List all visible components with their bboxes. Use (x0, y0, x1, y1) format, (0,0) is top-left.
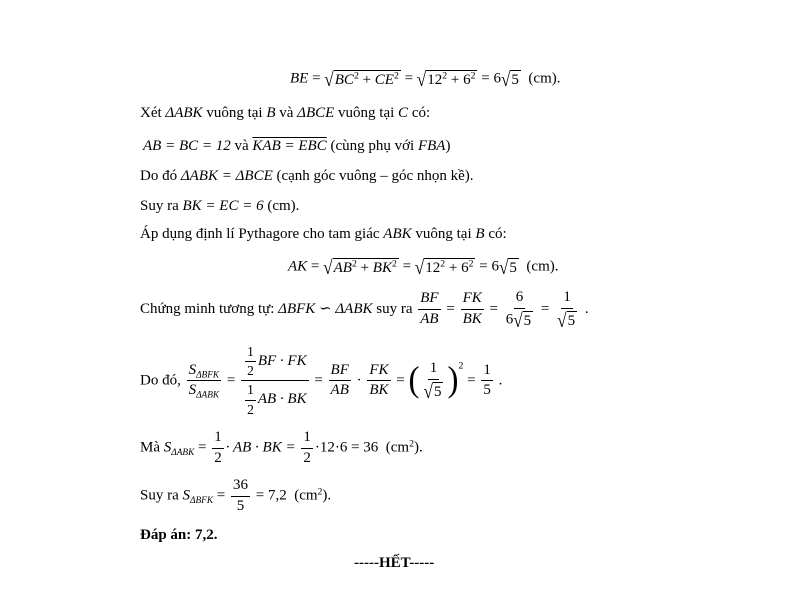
unit: (cm (385, 439, 410, 456)
math: ABK (383, 226, 412, 242)
text: có: (484, 226, 507, 242)
fraction (481, 363, 493, 400)
sqrt-expression: √ 5 (513, 309, 532, 332)
fraction (555, 289, 579, 332)
fraction (187, 363, 222, 400)
fraction (241, 345, 309, 417)
text: Áp dụng định lí Pythagore cho tam giác (140, 226, 384, 242)
fraction (418, 291, 440, 328)
text: vuông tại (334, 105, 399, 121)
eq-term: 12 (425, 260, 441, 276)
sqrt-expression: √ $12^2 + 6^2$ (416, 68, 476, 91)
eq-term: 5 (509, 260, 517, 276)
math: C (398, 105, 409, 121)
text-line (140, 227, 507, 242)
math: ΔBCE (297, 105, 335, 121)
numerator: BF (418, 291, 440, 310)
fraction (422, 360, 446, 403)
text-line (140, 106, 430, 121)
denominator: 2 (214, 449, 222, 466)
radicand: 5 (523, 312, 532, 329)
denominator: 2 (303, 449, 311, 466)
eq-term: AB (333, 260, 352, 276)
math: KAB = EBC (252, 138, 327, 154)
left-paren: ( (408, 360, 420, 401)
sqrt-expression: √ 5 (498, 256, 517, 279)
area-symbol: S (182, 487, 190, 504)
unit: (cm). (528, 70, 561, 87)
text-line (140, 169, 474, 184)
numerator: 1 (301, 430, 313, 449)
area-symbol: S (188, 382, 197, 399)
numerator: FK (461, 291, 484, 310)
eq-term: 5 (511, 72, 519, 88)
unit: ). (322, 487, 332, 504)
exponent: 2 (458, 360, 464, 372)
math: B (266, 105, 276, 121)
area-subscript: ΔBFK (196, 369, 220, 380)
denominator: AB (330, 382, 349, 399)
end-marker: -----HẾT----- (354, 555, 435, 571)
text: và (275, 105, 298, 121)
product: AB · BK (257, 391, 307, 408)
math: · AB · BK = (225, 439, 296, 456)
eq-term: BE (290, 70, 309, 87)
denominator: AB (420, 311, 439, 328)
text: Mà (140, 439, 164, 456)
unit-exponent: 2 (317, 486, 323, 498)
text-line (140, 199, 299, 214)
text-line (143, 139, 450, 154)
text: ) (445, 138, 451, 154)
fraction (367, 363, 390, 400)
numerator: 36 (231, 478, 250, 497)
text: Do đó, (140, 372, 185, 389)
numerator: 1 (212, 430, 224, 449)
area-ratio-line: Do đó, $\frac{S_{\Delta BFK}}{S_{\Delta ABK}}$ = $\frac{1}{2}$ BF · FK $\frac{1}{2}$ AB · BK = $\frac{BF}{AB}$ · $\frac{FK}{BK}$ = ( 1 √ 5 )$^2$ = $\frac{1}{5}$ . (140, 344, 503, 417)
fraction (212, 430, 224, 467)
sqrt-expression: √ $BC^2 + CE^2$ (324, 68, 399, 91)
eq-term: 6 (463, 72, 471, 88)
area-symbol: S (188, 361, 197, 378)
sqrt-expression: √ 5 (557, 309, 576, 332)
numerator: FK (367, 363, 390, 382)
unit: ). (413, 439, 423, 456)
text: vuông tại (202, 105, 267, 121)
area-subscript: ΔABK (196, 390, 220, 401)
area-subscript: ΔBFK (190, 495, 214, 506)
radicand: 5 (567, 312, 576, 329)
answer: Đáp án: 7,2. (140, 527, 218, 543)
math: ΔABK (165, 105, 203, 121)
denominator: 5 (236, 497, 245, 514)
eq-term: AK (288, 258, 308, 275)
eq-term: 12 (427, 72, 443, 88)
text: Xét (140, 105, 166, 121)
text: (cạnh góc vuông – góc nhọn kề). (272, 168, 474, 184)
similarity-line: Chứng minh tương tự: ΔBFK ∽ ΔABK suy ra $\frac{BF}{AB}$ = $\frac{FK}{BK}$ = 6 6 √ 5 = 1 √ 5 . (140, 289, 589, 332)
math: ΔABK = ΔBCE (180, 168, 273, 184)
text: Suy ra (140, 198, 183, 214)
denominator: 6 (505, 311, 514, 328)
text: Suy ra (140, 487, 183, 504)
area-subscript: ΔABK (171, 447, 195, 458)
fraction (461, 291, 484, 328)
math: FBA (417, 138, 446, 154)
sqrt-expression: √ 5 (423, 380, 442, 403)
eq-term: CE (374, 72, 394, 88)
fraction (301, 430, 313, 467)
radicand: 5 (433, 383, 442, 400)
math: B (475, 226, 485, 242)
eq-term: 6 (491, 258, 499, 275)
right-paren: ) (447, 360, 459, 401)
math: BK = EC = 6 (182, 198, 264, 214)
numerator: 1 (245, 383, 256, 400)
fraction (504, 289, 535, 332)
eq-term: BC (334, 72, 354, 88)
sqrt-expression: √ $12^2 + 6^2$ (414, 256, 474, 279)
equation-ak: AK = √ $AB^2 + BK^2$ = √ $12^2 + 6^2$ = 6 √ 5 (cm). (288, 256, 559, 279)
text: suy ra (372, 301, 417, 318)
text: (cm). (263, 198, 300, 214)
numerator: BF (329, 363, 351, 382)
math: = 7,2 (255, 487, 287, 504)
sqrt-expression: √ 5 (500, 68, 519, 91)
text: (cùng phụ với (326, 138, 418, 154)
text: vuông tại (411, 226, 476, 242)
sqrt-expression: √ $AB^2 + BK^2$ (323, 256, 397, 279)
unit: (cm). (526, 258, 559, 275)
denominator: 2 (247, 363, 254, 379)
eq-term: 6 (461, 260, 469, 276)
numerator: 1 (245, 345, 256, 362)
eq-term: BK (372, 260, 392, 276)
denominator: BK (462, 311, 482, 328)
denominator: BK (369, 382, 389, 399)
product: BF · FK (257, 353, 307, 370)
denominator: 5 (483, 382, 491, 399)
fraction (231, 478, 250, 515)
eq-term: 6 (493, 70, 501, 87)
unit: (cm (294, 487, 318, 504)
equation-be: BE = √ $BC^2 + CE^2$ = √ $12^2 + 6^2$ = 6 √ 5 (cm). (290, 68, 561, 91)
text: có: (408, 105, 431, 121)
denominator: 2 (247, 401, 254, 417)
numerator: 1 (561, 290, 573, 309)
area-abk-line: Mà $S_{\Delta ABK}$ = $\frac{1}{2}$ · AB · BK = $\frac{1}{2}$ ·12·6 = 36 $(cm^2)$. (140, 429, 423, 466)
text: và (230, 138, 253, 154)
text: Chứng minh tương tự: (140, 301, 279, 318)
numerator: 1 (428, 361, 440, 380)
numerator: 6 (514, 290, 526, 309)
math: ·12·6 = 36 (314, 439, 379, 456)
area-symbol: S (163, 439, 172, 456)
numerator: 1 (481, 363, 493, 382)
text: Do đó (140, 168, 181, 184)
fraction (329, 363, 351, 400)
math: AB = BC = 12 (143, 138, 231, 154)
unit-exponent: 2 (409, 438, 414, 450)
math: ΔBFK ∽ ΔABK (278, 301, 373, 318)
area-bfk-line: Suy ra $S_{\Delta BFK}$ = $\frac{36}{5}$ = 7,2 $(cm^2)$. (140, 477, 332, 514)
